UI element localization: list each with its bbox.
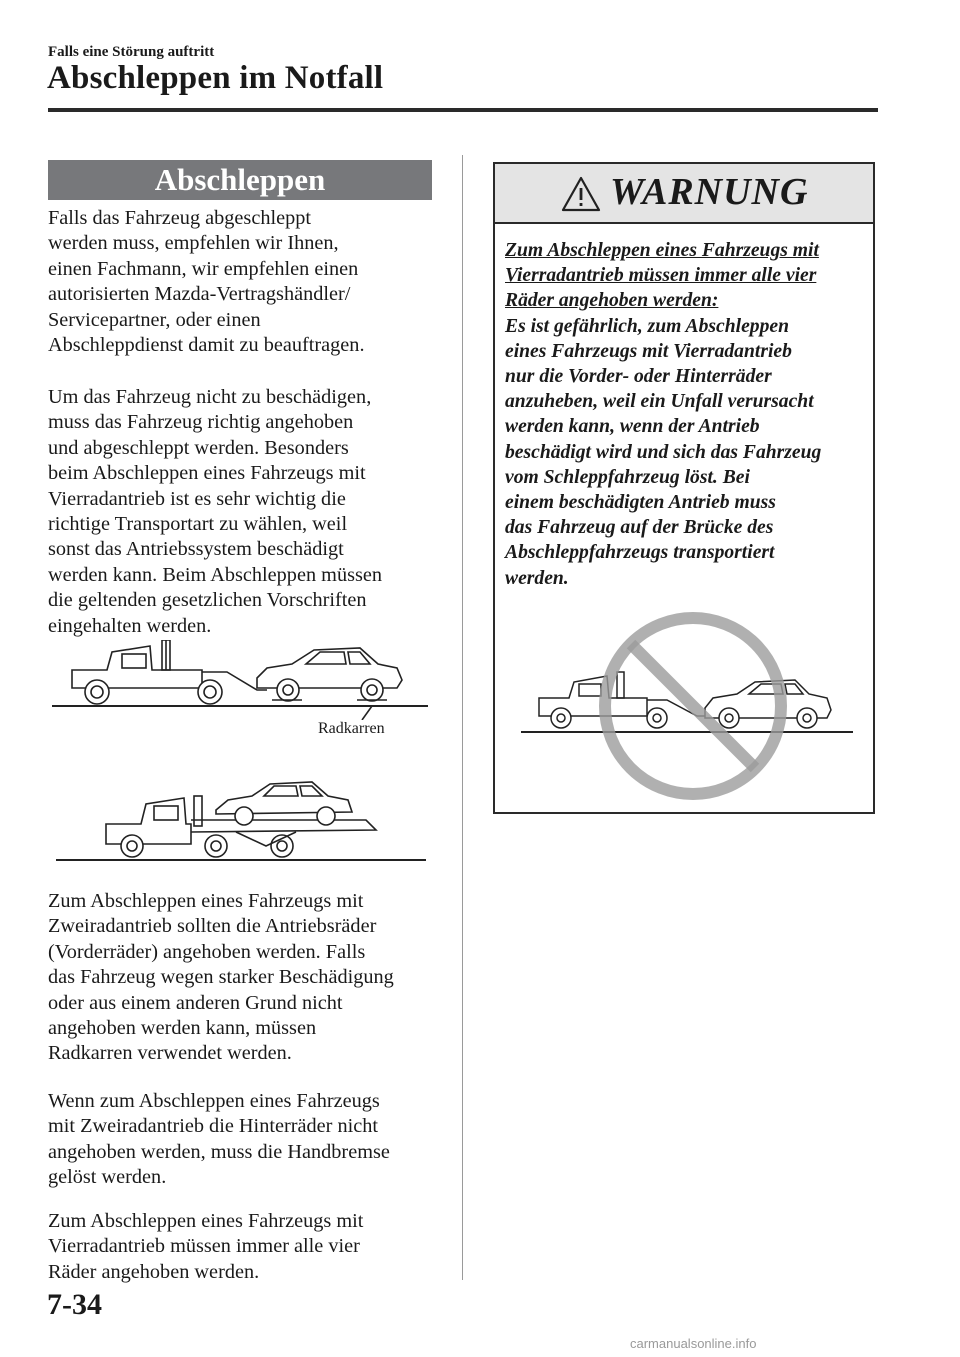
paragraph-two-wheel-drive: Zum Abschleppen eines Fahrzeugs mit Zweiradantrieb sollten die Antriebsräder (Vorderräder) angehoben werden. Falls das Fahrzeug wegen starker Beschädigung oder aus einem anderen Grund nicht angehoben werden kann, müssen Radkarren verwendet werden. (48, 890, 394, 1065)
warning-text (505, 238, 867, 591)
column-divider (462, 155, 463, 1280)
header-divider (48, 108, 878, 112)
paragraph-intro: Falls das Fahrzeug abgeschleppt werden muss, empfehlen wir Ihnen, einen Fachmann, wir empfehlen einen autorisierten Mazda-Vertragshändler/ Servicepartner, oder einen Abschleppdienst damit zu beauftragen. (48, 207, 365, 357)
warning-triangle-icon (561, 176, 601, 212)
section-banner: Abschleppen (48, 160, 432, 200)
running-header-section: Falls eine Störung auftritt (48, 44, 215, 60)
tow-truck-dolly-illustration (52, 640, 432, 720)
page-title: Abschleppen im Notfall (47, 60, 384, 96)
watermark: carmanualsonline.info (630, 1336, 757, 1351)
warning-lead: Zum Abschleppen eines Fahrzeugs mit Vierradantrieb müssen immer alle vier Räder angehoben werden: (505, 240, 819, 312)
warning-box (493, 162, 875, 814)
warning-body: Es ist gefährlich, zum Abschleppen eines Fahrzeugs mit Vierradantrieb nur die Vorder- oder Hinterräder anzuheben, weil ein Unfall verursacht werden kann, wenn der Antrieb beschädigt wird und sich das Fahrzeug vom Schleppfahrzeug löst. Bei einem beschädigten Antrieb muss das Fahrzeug auf der Brücke des Abschleppfahrzeugs transportiert werden. (505, 315, 822, 589)
paragraph-handbrake: Wenn zum Abschleppen eines Fahrzeugs mit Zweiradantrieb die Hinterräder nicht angehoben werden, muss die Handbremse gelöst werden. (48, 1090, 390, 1189)
page-number: 7-34 (47, 1288, 102, 1321)
paragraph-four-wheel-drive: Zum Abschleppen eines Fahrzeugs mit Vierradantrieb müssen immer alle vier Räder angehoben werden. (48, 1210, 364, 1283)
warning-title: WARNUNG (610, 171, 809, 213)
flatbed-truck-illustration (56, 780, 428, 864)
warning-header (495, 164, 873, 224)
illustration-label: Radkarren (318, 720, 385, 737)
paragraph-lifting: Um das Fahrzeug nicht zu beschädigen, muss das Fahrzeug richtig angehoben und abgeschleppt werden. Besonders beim Abschleppen eines Fahrzeugs mit Vierradantrieb ist es sehr wichtig die richtige Transportart zu wählen, weil sonst das Antriebssystem beschädigt werden kann. Beim Abschleppen müssen die geltenden gesetzlichen Vorschriften eingehalten werden. (48, 386, 383, 637)
prohibited-towing-illustration (517, 604, 857, 804)
